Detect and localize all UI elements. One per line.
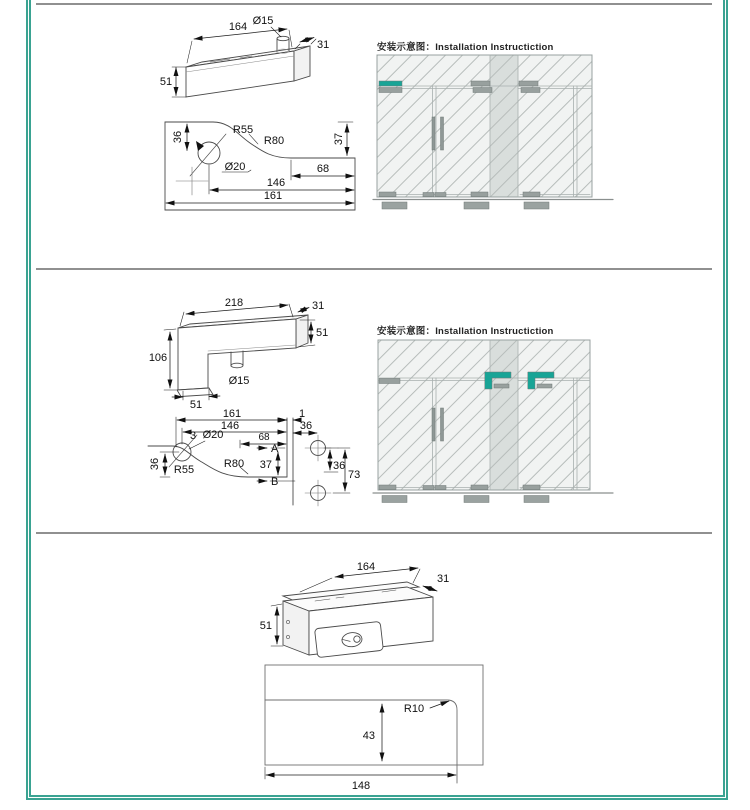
dim-label-218: 218 <box>224 297 244 309</box>
dim-label-146: 146 <box>266 177 286 189</box>
dim-label-36-left: 36 <box>149 457 161 471</box>
dim-label-164: 164 <box>228 21 248 33</box>
floor-springs <box>382 202 549 209</box>
dim-label-31: 31 <box>312 300 325 312</box>
dim-label-68: 68 <box>316 163 330 175</box>
installation-diagram-2 <box>373 340 613 503</box>
dim-label-37: 37 <box>259 459 272 471</box>
dim-label-r80: R80 <box>263 135 285 147</box>
dim-label-36-right: 36 <box>333 460 346 472</box>
dim-label-pin-d15: Ø15 <box>228 375 250 387</box>
dim-label-148: 148 <box>351 780 371 792</box>
installation-diagram-1 <box>373 55 613 209</box>
dim-label-73: 73 <box>348 469 361 481</box>
dim-label-161: 161 <box>263 190 283 202</box>
dim-label-37: 37 <box>333 132 345 146</box>
highlighted-fitting-teal <box>379 81 402 86</box>
dim-label-36-top: 36 <box>299 420 313 432</box>
section1-drawings <box>160 15 613 210</box>
dim-label-51: 51 <box>159 76 173 88</box>
dim-label-r80: R80 <box>223 458 245 470</box>
dim-label-3: 3 <box>189 430 197 442</box>
dim-label-43: 43 <box>362 730 375 742</box>
patch-lock-3d-view <box>283 582 433 658</box>
dim-label-r55: R55 <box>173 464 195 476</box>
dim-label-31: 31 <box>437 573 450 585</box>
dim-label-51: 51 <box>259 620 272 632</box>
dim-label-1: 1 <box>298 408 306 420</box>
dim-label-pin-d15: Ø15 <box>252 15 274 27</box>
overpanel-patch-3d-dimensions <box>149 297 328 411</box>
dim-label-51-side: 51 <box>316 327 329 339</box>
dim-label-106: 106 <box>148 352 168 364</box>
dim-label-68: 68 <box>258 432 270 443</box>
dim-label-d20: Ø20 <box>202 429 224 441</box>
dim-label-161: 161 <box>222 408 242 420</box>
overpanel-profile-dimensions <box>149 408 360 493</box>
dim-label-36: 36 <box>172 130 184 144</box>
dim-label-51-leg: 51 <box>189 399 203 411</box>
patch-fitting-3d-view <box>186 36 310 97</box>
point-label-B: B <box>271 476 279 488</box>
glass-cutout-dimensions <box>265 701 456 792</box>
dim-label-r10: R10 <box>403 703 425 715</box>
dim-label-d20: Ø20 <box>224 161 246 173</box>
dim-label-146: 146 <box>220 420 240 432</box>
installation-title-1: 安装示意图：Installation Instructiction <box>377 42 554 53</box>
section3-drawings <box>260 561 483 792</box>
glass-cutout-detail <box>265 665 483 783</box>
section2-drawings <box>148 297 613 506</box>
dim-label-r55: R55 <box>232 124 254 136</box>
floor-springs <box>382 496 549 503</box>
dim-label-164: 164 <box>356 561 376 573</box>
point-label-A: A <box>271 443 279 455</box>
patch-fitting-profile-dimensions <box>166 122 354 203</box>
installation-title-2: 安装示意图：Installation Instructiction <box>377 326 554 337</box>
dim-label-31: 31 <box>317 39 330 51</box>
